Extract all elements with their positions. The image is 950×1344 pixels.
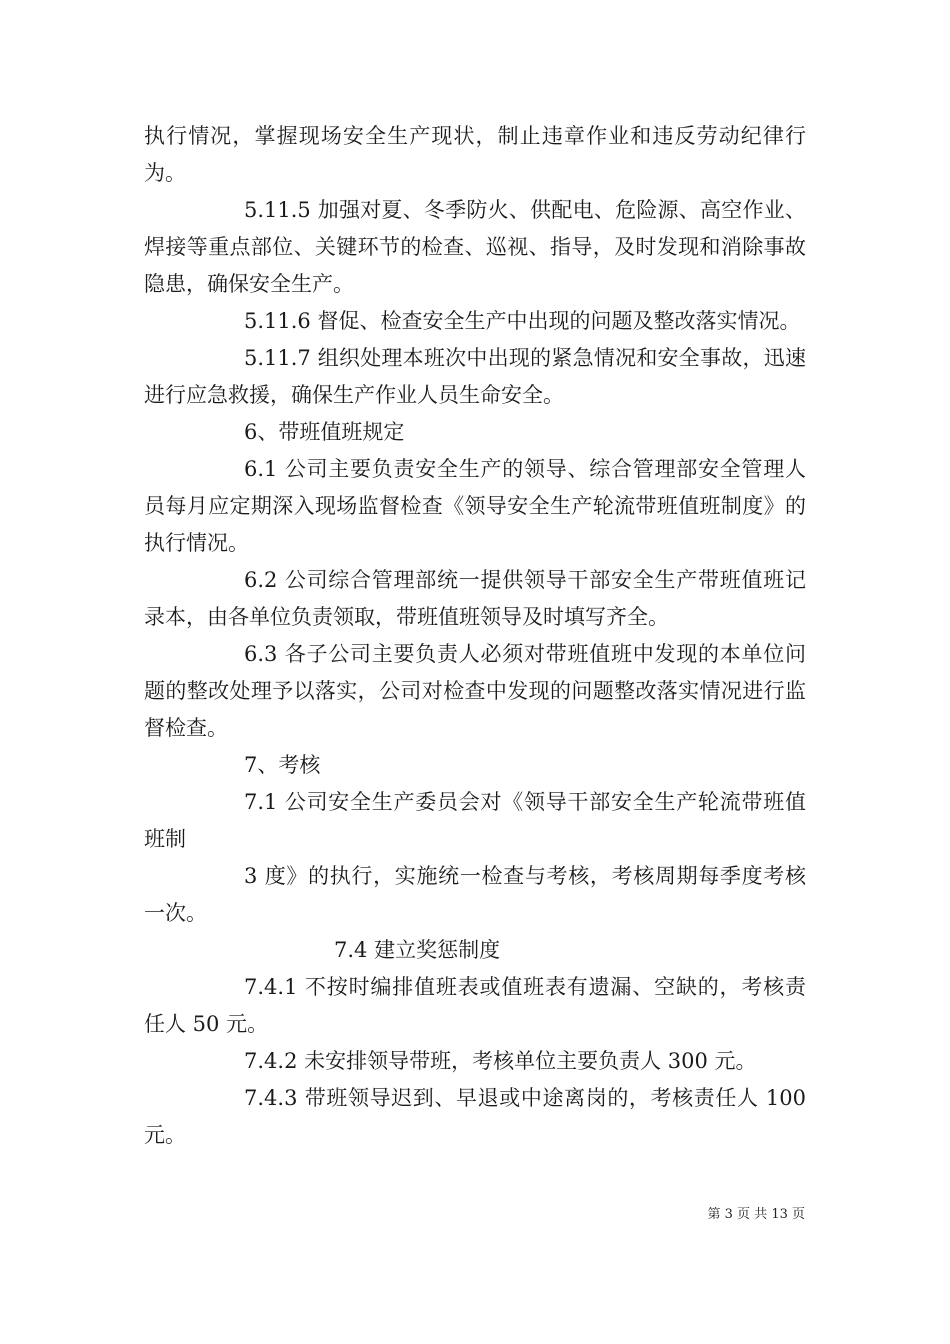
heading-section-7: 7、考核 <box>244 753 321 777</box>
paragraph-continued: 执行情况，掌握现场安全生产现状，制止违章作业和违反劳动纪律行为。 <box>144 124 806 185</box>
heading-section-6: 6、带班值班规定 <box>244 420 405 444</box>
paragraph-7-4-1: 7.4.1 不按时编排值班表或值班表有遗漏、空缺的，考核责任人 50 元。 <box>144 975 806 1036</box>
page-number: 第 3 页 共 13 页 <box>707 1207 805 1222</box>
heading-7-4: 7.4 建立奖惩制度 <box>334 938 501 962</box>
paragraph-7-4-3: 7.4.3 带班领导迟到、早退或中途离岗的，考核责任人 100 元。 <box>144 1086 806 1147</box>
paragraph-5-11-7: 5.11.7 组织处理本班次中出现的紧急情况和安全事故，迅速进行应急救援，确保生产作业人员生命安全。 <box>144 346 806 407</box>
paragraph-6-1: 6.1 公司主要负责安全生产的领导、综合管理部安全管理人员每月应定期深入现场监督检查《领导安全生产轮流带班值班制度》的执行情况。 <box>144 457 806 555</box>
paragraph-7-1-continued: 3 度》的执行，实施统一检查与考核，考核周期每季度考核一次。 <box>144 864 806 925</box>
paragraph-5-11-6: 5.11.6 督促、检查安全生产中出现的问题及整改落实情况。 <box>244 309 801 333</box>
paragraph-6-3: 6.3 各子公司主要负责人必须对带班值班中发现的本单位问题的整改处理予以落实，公司对检查中发现的问题整改落实情况进行监督检查。 <box>144 642 806 740</box>
document-body <box>144 118 806 1154</box>
paragraph-7-4-2: 7.4.2 未安排领导带班，考核单位主要负责人 300 元。 <box>244 1049 757 1073</box>
paragraph-5-11-5: 5.11.5 加强对夏、冬季防火、供配电、危险源、高空作业、焊接等重点部位、关键环节的检查、巡视、指导，及时发现和消除事故隐患，确保安全生产。 <box>144 198 806 296</box>
paragraph-7-1: 7.1 公司安全生产委员会对《领导干部安全生产轮流带班值班制 <box>144 790 806 851</box>
paragraph-6-2: 6.2 公司综合管理部统一提供领导干部安全生产带班值班记录本，由各单位负责领取，带班值班领导及时填写齐全。 <box>144 568 806 629</box>
